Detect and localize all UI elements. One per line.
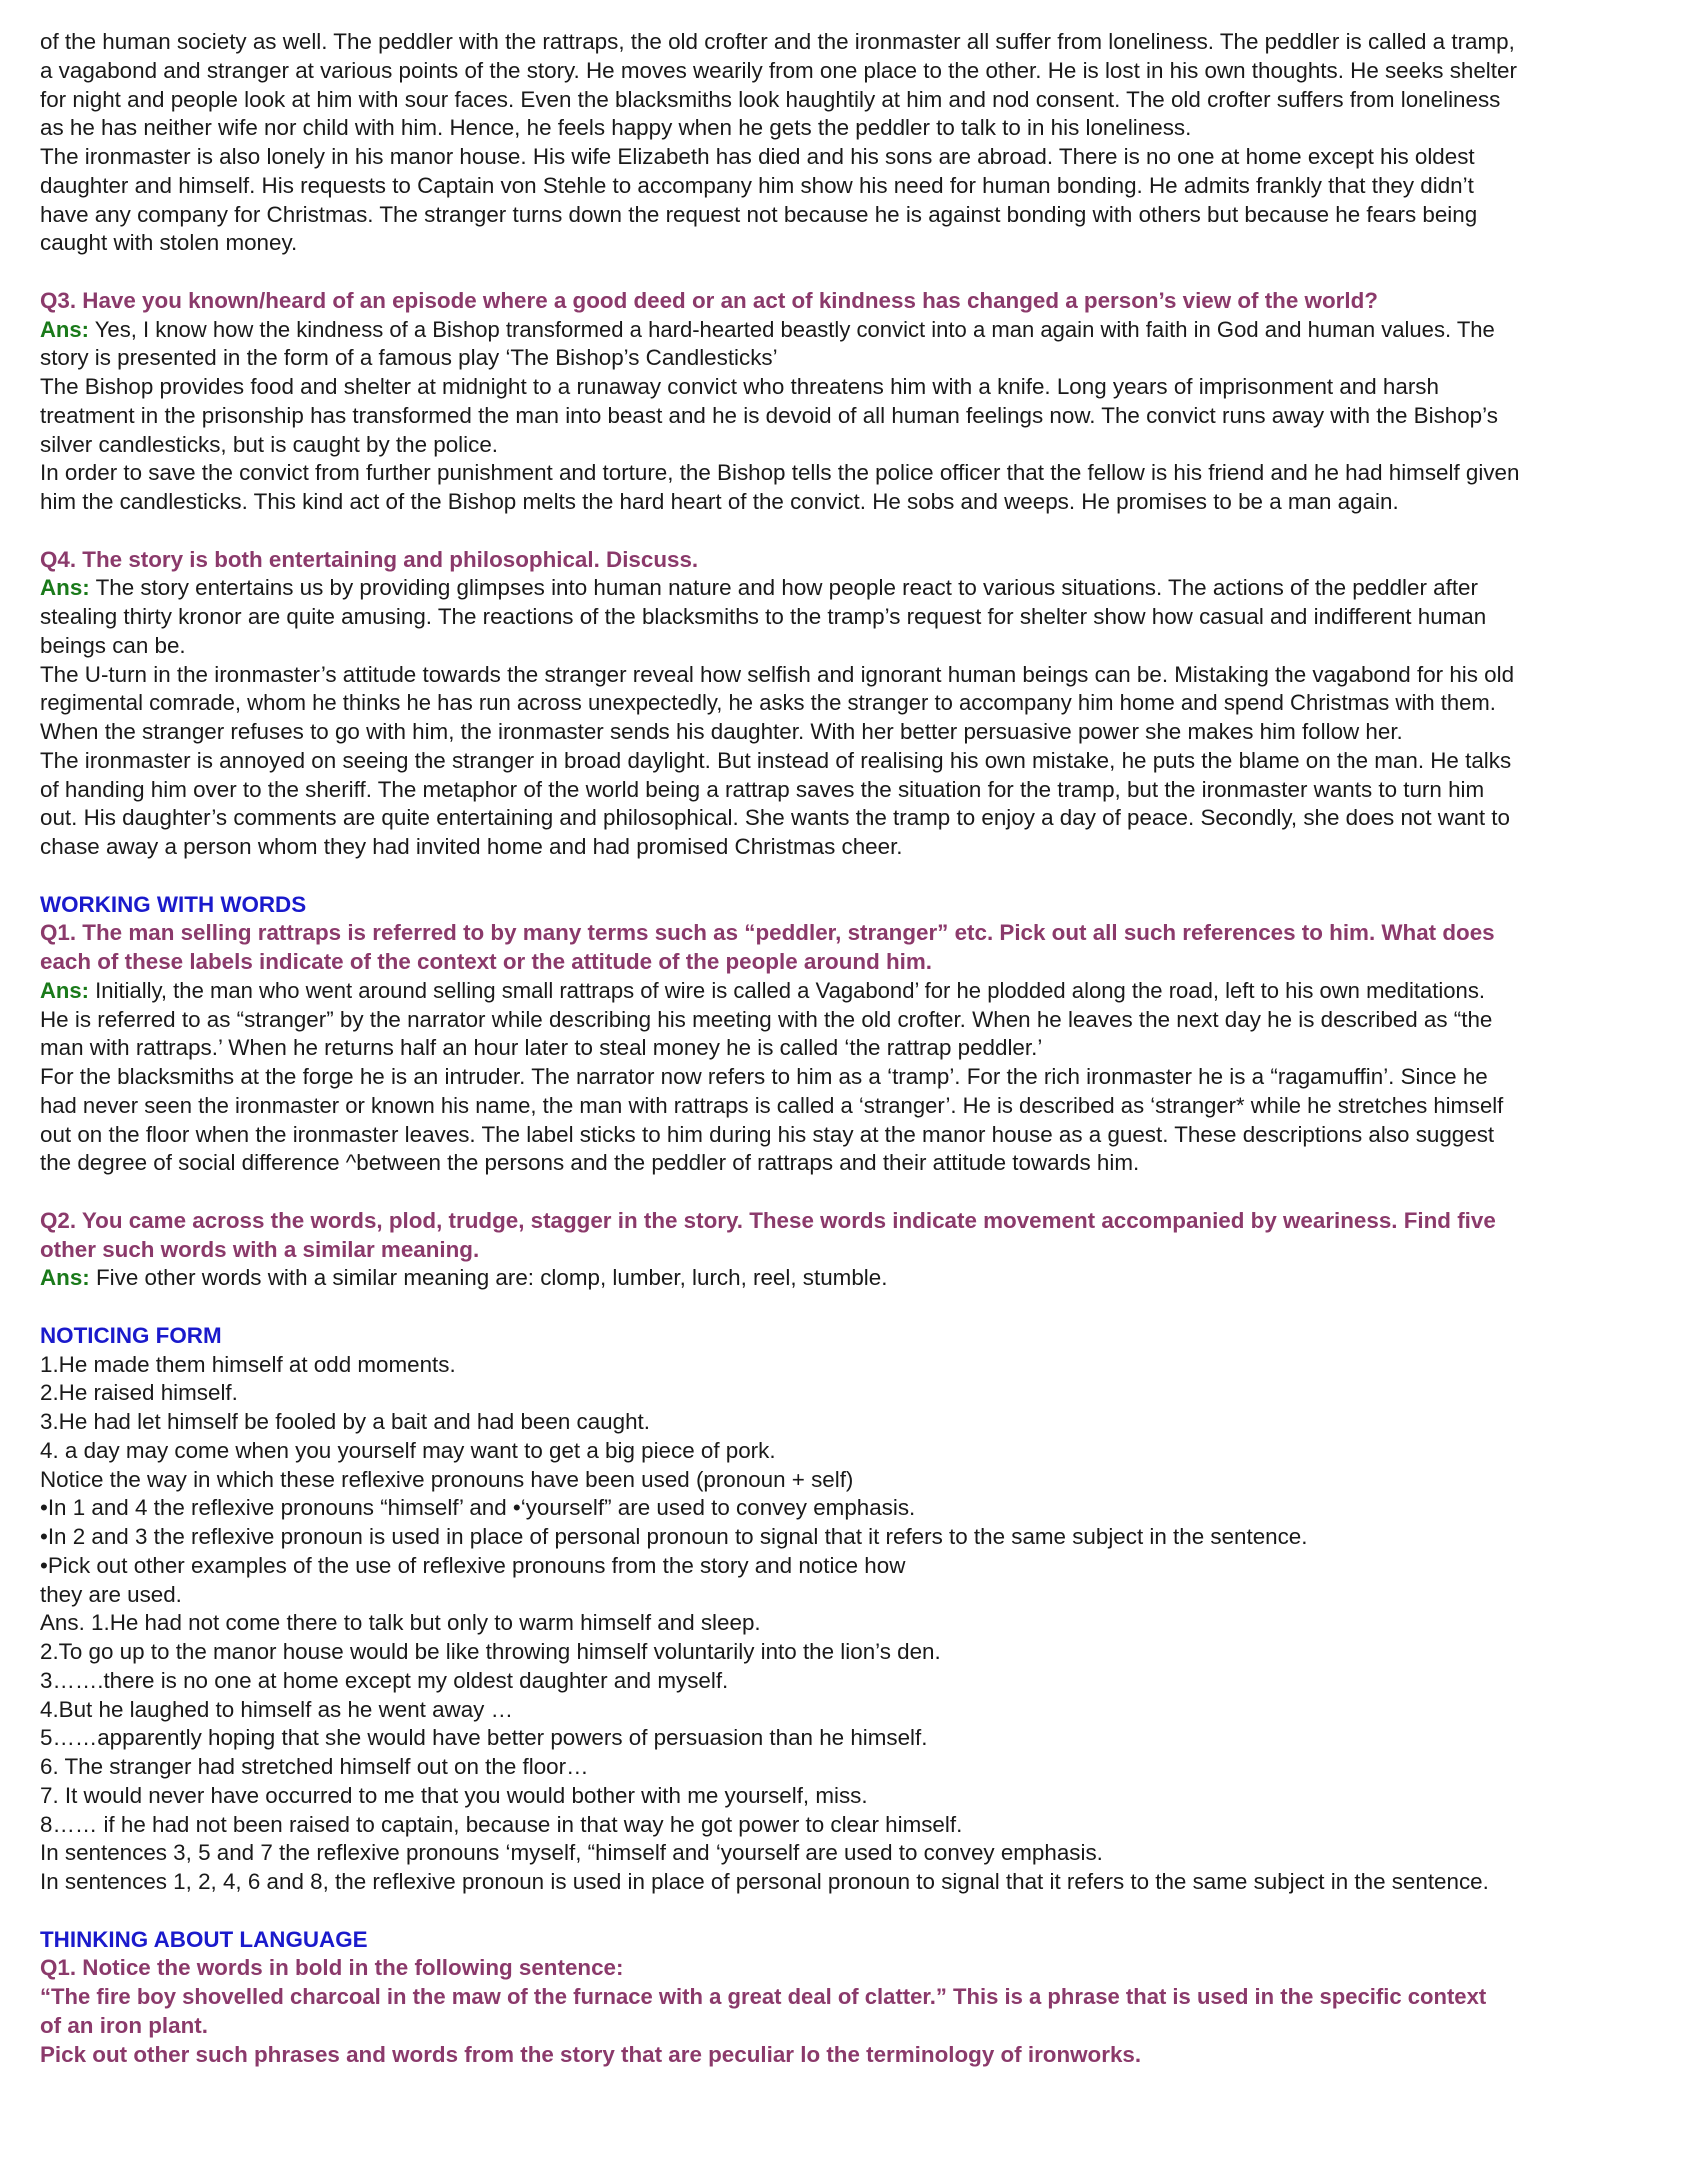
question-text: Q3. Have you known/heard of an episode where a good deed or an act of kindness has changed a person’s view of the world? bbox=[40, 287, 1378, 313]
answer-label: Ans: bbox=[40, 1265, 90, 1291]
answer-first-line bbox=[40, 977, 1665, 1006]
text-line: 6. The stranger had stretched himself out on the floor… bbox=[40, 1754, 589, 1779]
answer-line: The Bishop provides food and shelter at midnight to a runaway convict who threatens him with a knife. Long years of imprisonment and harsh bbox=[40, 374, 1439, 399]
question-text: Q4. The story is both entertaining and philosophical. Discuss. bbox=[40, 546, 699, 572]
answer-line: chase away a person whom they had invited home and had promised Christmas cheer. bbox=[40, 834, 903, 859]
answer-line: of handing him over to the sheriff. The metaphor of the world being a rattrap saves the situation for the tramp, but the ironmaster wants to turn him bbox=[40, 776, 1485, 802]
text-line: 2.To go up to the manor house would be like throwing himself voluntarily into the lion’s den. bbox=[40, 1639, 941, 1664]
noticing-form-section bbox=[40, 1322, 1690, 1897]
answer-line: out on the floor when the ironmaster leaves. The label sticks to him during his stay at the manor house as a guest. These descriptions also suggest bbox=[40, 1121, 1495, 1147]
answer-line: When the stranger refuses to go with him, the ironmaster sends his daughter. With her better persuasive power she makes him follow her. bbox=[40, 719, 1403, 744]
text-line: •In 1 and 4 the reflexive pronouns “himself’ and •‘yourself” are used to convey emphasis. bbox=[40, 1495, 916, 1521]
text-line: 5……apparently hoping that she would have better powers of persuasion than he himself. bbox=[40, 1725, 928, 1751]
answer-line: beings can be. bbox=[40, 632, 186, 658]
answer-line: had never seen the ironmaster or known his name, the man with rattraps is called a ‘stranger’. He is described as ‘stranger* while he stretches himself bbox=[40, 1092, 1504, 1118]
spacer bbox=[40, 258, 1690, 287]
text-line: 3…….there is no one at home except my oldest daughter and myself. bbox=[40, 1667, 729, 1693]
answer-line: The U-turn in the ironmaster’s attitude towards the stranger reveal how selfish and ignorant human beings can be. Mistaking the vagabond for his old bbox=[40, 661, 1515, 687]
answer-label: Ans: bbox=[40, 977, 90, 1003]
text-line: Notice the way in which these reflexive pronouns have been used (pronoun + self) bbox=[40, 1466, 854, 1492]
answer-line: the degree of social difference ^between the persons and the peddler of rattraps and their attitude towards him. bbox=[40, 1150, 1140, 1176]
answer-line: story is presented in the form of a famous play ‘The Bishop’s Candlesticks’ bbox=[40, 345, 778, 371]
text-line: 4. a day may come when you yourself may want to get a big piece of pork. bbox=[40, 1437, 776, 1463]
question-text: each of these labels indicate of the context or the attitude of the people around him. bbox=[40, 949, 933, 974]
answer-line: The ironmaster is annoyed on seeing the stranger in broad daylight. But instead of realising his own mistake, he puts the blame on the man. He talks bbox=[40, 747, 1512, 773]
q4-section bbox=[40, 546, 1690, 862]
working-with-words-section bbox=[40, 891, 1690, 1294]
answer-line: him the candlesticks. This kind act of the Bishop melts the hard heart of the convict. He sobs and weeps. He promises to be a man again. bbox=[40, 489, 1399, 514]
question-text: “The fire boy shovelled charcoal in the maw of the furnace with a great deal of clatter.” This is a phrase that is used in the specific context bbox=[40, 1984, 1487, 2009]
answer-line: regimental comrade, whom he thinks he has run across unexpectedly, he asks the stranger to accompany him home and spend Christmas with them. bbox=[40, 690, 1496, 716]
spacer bbox=[40, 862, 1690, 891]
text-line: 3.He had let himself be fooled by a bait and had been caught. bbox=[40, 1409, 650, 1434]
answer-first-line bbox=[40, 1264, 1690, 1293]
answer-text: Yes, I know how the kindness of a Bishop transformed a hard-hearted beastly convict into a man again with faith in God and human values. The bbox=[89, 316, 1495, 342]
text-line: Ans. 1.He had not come there to talk but only to warm himself and sleep. bbox=[40, 1610, 761, 1636]
text-line: 2.He raised himself. bbox=[40, 1380, 238, 1406]
section-heading: THINKING ABOUT LANGUAGE bbox=[40, 1926, 368, 1952]
question-text: Pick out other such phrases and words from the story that are peculiar lo the terminology of ironworks. bbox=[40, 2041, 1142, 2067]
intro-line: of the human society as well. The peddler with the rattraps, the old crofter and the ironmaster all suffer from loneliness. The peddler is called a tramp, bbox=[40, 29, 1515, 54]
answer-first-line bbox=[40, 574, 1690, 603]
intro-line: as he has neither wife nor child with him. Hence, he feels happy when he gets the peddler to talk to in his loneliness. bbox=[40, 115, 1192, 141]
section-heading: WORKING WITH WORDS bbox=[40, 891, 307, 917]
text-line: 8…… if he had not been raised to captain, because in that way he got power to clear himself. bbox=[40, 1811, 963, 1837]
text-line: In sentences 3, 5 and 7 the reflexive pronouns ‘myself, “himself and ‘yourself are used to convey emphasis. bbox=[40, 1840, 1103, 1866]
intro-line: a vagabond and stranger at various points of the story. He moves wearily from one place to the other. He is lost in his own thoughts. He seeks shelter bbox=[40, 57, 1517, 83]
document-page bbox=[40, 28, 1690, 2069]
intro-line: The ironmaster is also lonely in his manor house. His wife Elizabeth has died and his sons are abroad. There is no one at home except his oldest bbox=[40, 144, 1475, 169]
intro-line: for night and people look at him with sour faces. Even the blacksmiths look haughtily at him and nod consent. The old crofter suffers from loneliness bbox=[40, 86, 1501, 112]
text-line: 1.He made them himself at odd moments. bbox=[40, 1351, 456, 1377]
question-text: Q1. Notice the words in bold in the following sentence: bbox=[40, 1955, 624, 1981]
answer-line: treatment in the prisonship has transformed the man into beast and he is devoid of all human feelings now. The convict runs away with the Bishop’s bbox=[40, 402, 1498, 428]
question-text: Q1. The man selling rattraps is referred to by many terms such as “peddler, stranger” etc. Pick out all such references to him. What does bbox=[40, 920, 1495, 946]
answer-line: silver candlesticks, but is caught by the police. bbox=[40, 431, 498, 457]
question-text: Q2. You came across the words, plod, trudge, stagger in the story. These words indicate movement accompanied by weariness. Find five bbox=[40, 1207, 1496, 1233]
answer-line: stealing thirty kronor are quite amusing. The reactions of the blacksmiths to the tramp’s request for shelter show how casual and indifferent human bbox=[40, 604, 1487, 629]
text-line: •In 2 and 3 the reflexive pronoun is used in place of personal pronoun to signal that it refers to the same subject in the sentence. bbox=[40, 1524, 1308, 1549]
section-heading: NOTICING FORM bbox=[40, 1322, 222, 1348]
answer-line: In order to save the convict from further punishment and torture, the Bishop tells the police officer that the fellow is his friend and he had himself given bbox=[40, 460, 1520, 486]
answer-text: Five other words with a similar meaning are: clomp, lumber, lurch, reel, stumble. bbox=[89, 1265, 888, 1291]
answer-text: Initially, the man who went around selling small rattraps of wire is called a Vagabond’ for he plodded along the road, left to his own meditations. bbox=[89, 977, 1485, 1003]
intro-line: have any company for Christmas. The stranger turns down the request not because he is against bonding with others but because he fears being bbox=[40, 201, 1478, 227]
text-line: 7. It would never have occurred to me that you would bother with me yourself, miss. bbox=[40, 1782, 868, 1808]
intro-line: daughter and himself. His requests to Captain von Stehle to accompany him show his need for human bonding. He admits frankly that they didn’t bbox=[40, 172, 1474, 198]
answer-line: man with rattraps.’ When he returns half an hour later to steal money he is called ‘the rattrap peddler.’ bbox=[40, 1035, 1043, 1061]
question-text: other such words with a similar meaning. bbox=[40, 1236, 480, 1262]
question-text: of an iron plant. bbox=[40, 2012, 208, 2038]
answer-line: For the blacksmiths at the forge he is an intruder. The narrator now refers to him as a ‘tramp’. For the rich ironmaster he is a “ragamuffin’. Since he bbox=[40, 1064, 1488, 1089]
spacer bbox=[40, 1293, 1690, 1322]
text-line: •Pick out other examples of the use of reflexive pronouns from the story and notice how bbox=[40, 1552, 906, 1578]
spacer bbox=[40, 517, 1690, 546]
text-line: In sentences 1, 2, 4, 6 and 8, the reflexive pronoun is used in place of personal pronoun to signal that it refers to the same subject in the sentence. bbox=[40, 1869, 1489, 1894]
intro-line: caught with stolen money. bbox=[40, 230, 298, 256]
text-line: 4.But he laughed to himself as he went away … bbox=[40, 1696, 513, 1722]
answer-first-line bbox=[40, 316, 1665, 345]
spacer bbox=[40, 1178, 1690, 1207]
answer-line: He is referred to as “stranger” by the narrator while describing his meeting with the old crofter. When he leaves the next day he is described as “the bbox=[40, 1006, 1493, 1032]
intro-section bbox=[40, 28, 1690, 258]
text-line: they are used. bbox=[40, 1581, 182, 1607]
spacer bbox=[40, 1897, 1690, 1926]
thinking-about-language-section bbox=[40, 1926, 1690, 2070]
answer-line: out. His daughter’s comments are quite entertaining and philosophical. She wants the tramp to enjoy a day of peace. Secondly, she does not want to bbox=[40, 805, 1510, 831]
answer-text: The story entertains us by providing glimpses into human nature and how people react to various situations. The actions of the peddler after bbox=[89, 575, 1478, 601]
answer-label: Ans: bbox=[40, 575, 90, 601]
answer-label: Ans: bbox=[40, 316, 90, 342]
q3-section bbox=[40, 287, 1690, 517]
